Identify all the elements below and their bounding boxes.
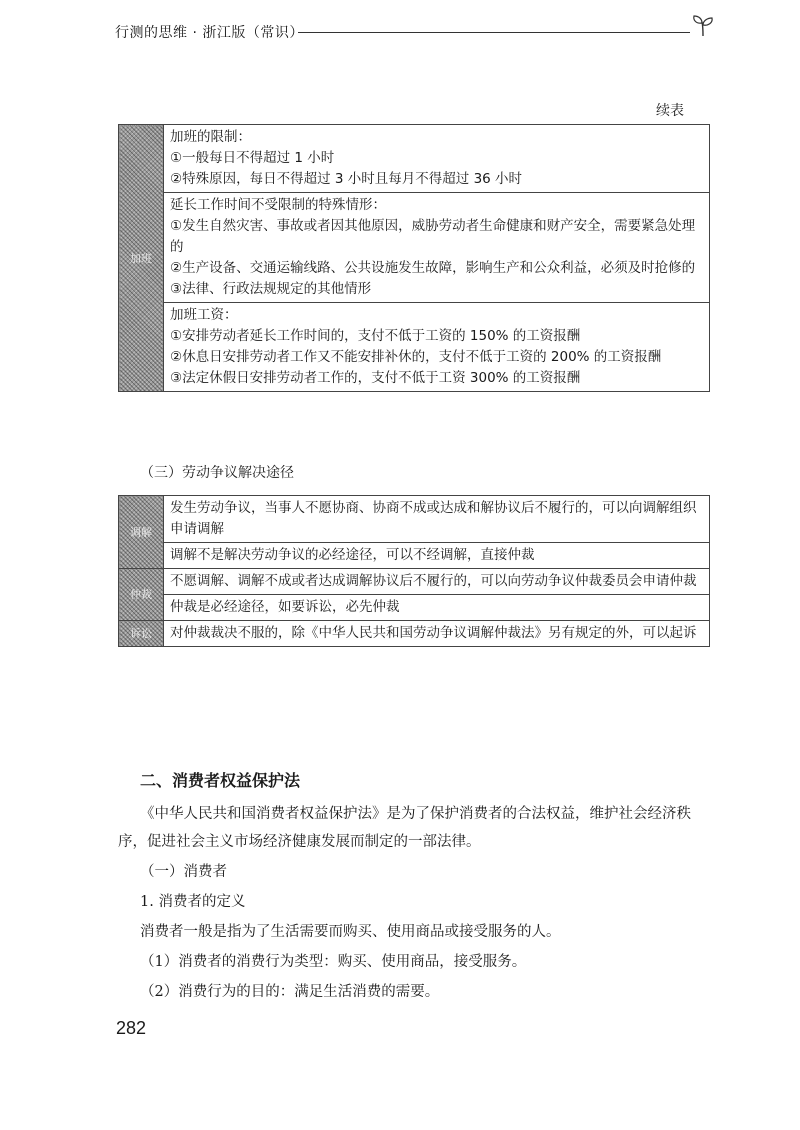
continued-label: 续表 xyxy=(656,103,684,119)
table-cell: 不愿调解、调解不成或者达成调解协议后不履行的，可以向劳动争议仲裁委员会申请仲裁 xyxy=(164,569,710,595)
intro-paragraph: 《中华人民共和国消费者权益保护法》是为了保护消费者的合法权益，维护社会经济秩序，促进社会主义市场经济健康发展而制定的一部法律。 xyxy=(118,806,691,850)
table-row xyxy=(119,496,710,543)
dispute-table xyxy=(118,495,710,647)
sub-heading-consumer: （一）消费者 xyxy=(140,864,227,880)
table-row xyxy=(119,569,710,595)
cell-line: ③法律、行政法规规定的其他情形 xyxy=(170,281,372,297)
table-row xyxy=(119,543,710,569)
side-label-overtime: 加班 xyxy=(119,125,164,392)
cell-line: ①一般每日不得超过 1 小时 xyxy=(170,150,335,166)
cell-line: ③法定休假日安排劳动者工作的，支付不低于工资 300% 的工资报酬 xyxy=(170,370,581,386)
side-label-litigation: 诉讼 xyxy=(119,621,164,647)
list-item: （1）消费者的消费行为类型：购买、使用商品，接受服务。 xyxy=(140,954,527,970)
definition-paragraph: 消费者一般是指为了生活需要而购买、使用商品或接受服务的人。 xyxy=(140,924,561,940)
overtime-limit-cell xyxy=(164,125,710,193)
list-item: （2）消费行为的目的：满足生活消费的需要。 xyxy=(140,984,440,1000)
cell-line: 延长工作时间不受限制的特殊情形： xyxy=(170,197,386,213)
side-label-arbitration: 仲裁 xyxy=(119,569,164,621)
cell-line: 加班的限制： xyxy=(170,129,251,145)
overtime-pay-cell xyxy=(164,303,710,392)
page-number: 282 xyxy=(116,1018,147,1038)
cell-line: ②特殊原因，每日不得超过 3 小时且每月不得超过 36 小时 xyxy=(170,171,523,187)
section-heading-consumer-law: 二、消费者权益保护法 xyxy=(140,771,301,790)
table-row xyxy=(119,193,710,303)
cell-line: ①安排劳动者延长工作时间的，支付不低于工资的 150% 的工资报酬 xyxy=(170,328,581,344)
table-row xyxy=(119,303,710,392)
table-row xyxy=(119,621,710,647)
table-row xyxy=(119,125,710,193)
side-label-mediation: 调解 xyxy=(119,496,164,569)
table-cell: 仲裁是必经途径，如要诉讼，必先仲裁 xyxy=(164,595,710,621)
overtime-table xyxy=(118,124,710,392)
table-row xyxy=(119,595,710,621)
special-cases-cell xyxy=(164,193,710,303)
point-title: 1. 消费者的定义 xyxy=(140,894,246,910)
header-rule xyxy=(298,32,690,33)
table-cell: 对仲裁裁决不服的，除《中华人民共和国劳动争议调解仲裁法》另有规定的外，可以起诉 xyxy=(164,621,710,647)
section-title-dispute: （三）劳动争议解决途径 xyxy=(140,465,294,481)
cell-line: ②休息日安排劳动者工作又不能安排补休的，支付不低于工资的 200% 的工资报酬 xyxy=(170,349,662,365)
table-cell: 调解不是解决劳动争议的必经途径，可以不经调解，直接仲裁 xyxy=(164,543,710,569)
cell-line: 加班工资： xyxy=(170,307,238,323)
cell-line: ②生产设备、交通运输线路、公共设施发生故障，影响生产和公众利益，必须及时抢修的 xyxy=(170,260,696,276)
cell-line: ①发生自然灾害、事故或者因其他原因，威胁劳动者生命健康和财产安全，需要紧急处理的 xyxy=(170,218,696,255)
table-cell: 发生劳动争议，当事人不愿协商、协商不成或达成和解协议后不履行的，可以向调解组织申请调解 xyxy=(164,496,710,543)
sprout-icon xyxy=(690,14,716,38)
running-header: 行测的思维 · 浙江版（常识） xyxy=(115,25,304,41)
